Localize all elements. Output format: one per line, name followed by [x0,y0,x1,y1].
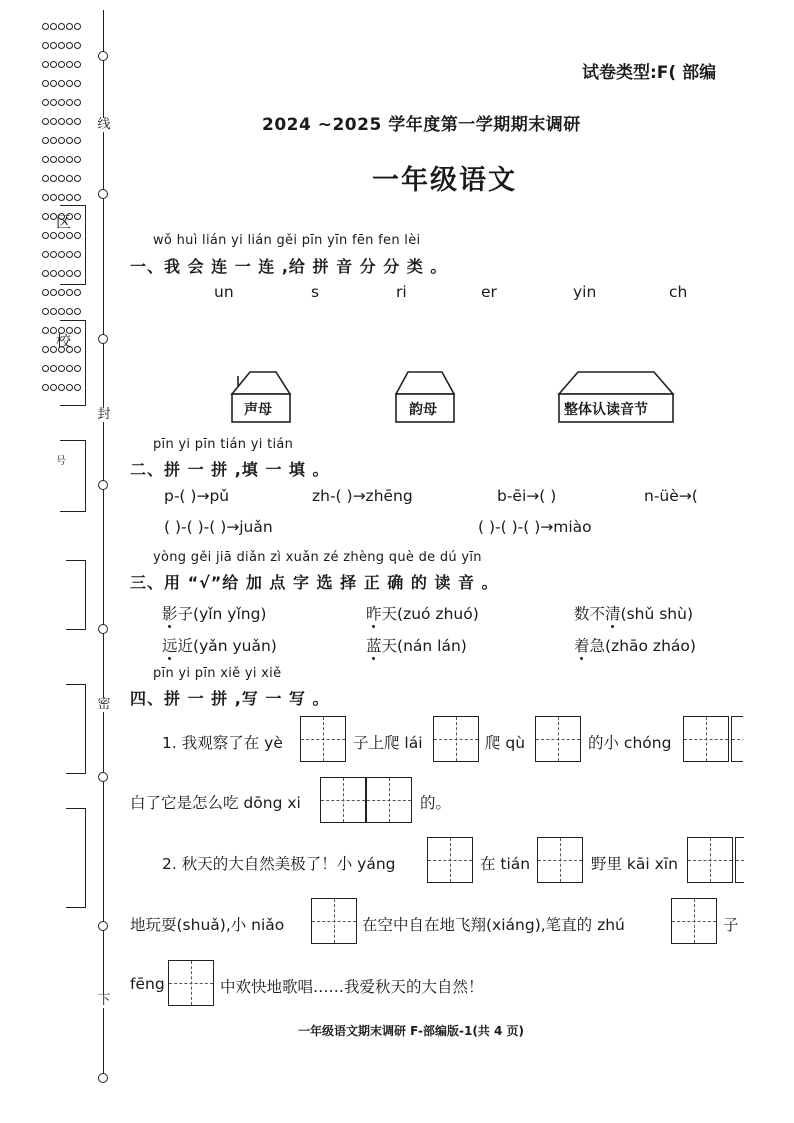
binding-dot [50,23,57,30]
syllable-un[interactable]: un [214,283,234,301]
binding-dot [50,175,57,182]
school-label: 校 [56,332,72,350]
choice-options: 天(zuó zhuó) [381,605,479,623]
binding-dot [50,289,57,296]
spell-item-zheng[interactable]: zh-( )→zhēng [312,487,413,505]
p1-text-e: 白了它是怎么吃 dōng xi [130,794,301,812]
section2-heading: 二、拼 一 拼 ,填 一 填 。 [130,460,330,479]
spell-item-miao[interactable]: ( )-( )-( )→miào [478,518,592,536]
section1-pinyin: wǒ huì lián yi lián gěi pīn yīn fēn fen lèi [153,233,421,248]
marked-char: 远 [162,637,178,655]
writing-box-feng[interactable] [168,960,214,1006]
binding-circle [98,624,108,634]
binding-dot [50,42,57,49]
binding-dot [66,137,73,144]
binding-dot [50,270,57,277]
binding-dot [42,232,49,239]
paper-type-tag: 试卷类型:F( 部编 [582,63,717,83]
binding-dot [66,23,73,30]
binding-dot [66,289,73,296]
writing-box-chong-2[interactable] [731,716,743,762]
spell-item-juan[interactable]: ( )-( )-( )→juǎn [164,518,273,536]
page-footer: 一年级语文期末调研 F-部编版-1(共 4 页) [298,1024,524,1038]
exam-title: 一年级语文 [372,165,517,196]
writing-box-xi[interactable] [366,777,412,823]
binding-char-feng: 封 [95,408,113,422]
p1-text-b: 子上爬 lái [353,734,423,752]
binding-dot [66,194,73,201]
syllable-s[interactable]: s [311,283,320,301]
choice-options: 子(yǐn yǐng) [177,605,267,623]
marked-char: 清 [605,605,621,623]
choice-item-zhaoji[interactable] [574,634,696,656]
binding-dot [42,99,49,106]
binding-dot [58,156,65,163]
binding-dot [42,346,49,353]
binding-dot [42,327,49,334]
binding-dot [42,213,49,220]
binding-dot [50,80,57,87]
writing-box-yang[interactable] [427,837,473,883]
binding-dot [50,365,57,372]
binding-dot [66,80,73,87]
writing-box-chong-1[interactable] [683,716,729,762]
binding-dot [50,61,57,68]
binding-circle [98,772,108,782]
binding-circle [98,334,108,344]
section4-heading: 四、拼 一 拼 ,写 一 写 。 [130,689,330,708]
syllable-er[interactable]: er [481,283,497,301]
binding-circle [98,51,108,61]
binding-dot [74,175,81,182]
binding-dot [58,23,65,30]
binding-dot [74,289,81,296]
binding-dot [50,308,57,315]
marked-char: 昨 [366,605,382,623]
writing-box-xin-clip [735,837,744,883]
binding-dot [74,42,81,49]
writing-box-qu[interactable] [535,716,581,762]
house-yunmu[interactable] [392,368,458,424]
binding-dot [74,137,81,144]
writing-box-zhu[interactable] [671,898,717,944]
binding-circle [98,480,108,490]
spell-item-nue[interactable]: n-üè→( [644,487,698,505]
choice-options: 近(yǎn yuǎn) [177,637,277,655]
binding-dot [58,194,65,201]
writing-box-niao[interactable] [311,898,357,944]
binding-dot [42,251,49,258]
binding-dot [42,365,49,372]
exam-number-field[interactable] [60,440,86,512]
binding-dot [42,156,49,163]
writing-box-ye[interactable] [300,716,346,762]
marked-char: 着 [574,637,590,655]
p2-text-a: 2. 秋天的大自然美极了！小 yáng [162,855,396,873]
binding-dot [74,99,81,106]
marked-char: 蓝 [366,637,382,655]
binding-dot [58,137,65,144]
writing-box-xin[interactable] [735,837,744,883]
exam-subtitle: 2024 ~2025 学年度第一学期期末调研 [262,115,581,135]
p2-text-g: fēng [130,975,165,993]
binding-dot [42,175,49,182]
house-zhengti-label: 整体认读音节 [564,402,648,418]
binding-circle [98,1073,108,1083]
binding-dot [42,270,49,277]
section3-pinyin: yòng gěi jiā diǎn zì xuǎn zé zhèng què de dú yīn [153,550,482,565]
binding-dot [66,175,73,182]
binding-dot [74,308,81,315]
writing-box-chong-2-clip [731,716,743,762]
binding-dot [58,99,65,106]
binding-dot [50,194,57,201]
writing-box-kai[interactable] [687,837,733,883]
seat-field[interactable] [66,808,86,908]
binding-dot [42,289,49,296]
p2-text-c: 野里 kāi xīn [591,855,678,873]
spell-item-pu[interactable]: p-( )→pǔ [164,487,230,505]
binding-dot [66,308,73,315]
binding-dot [58,118,65,125]
section1-heading: 一、我 会 连 一 连 ,给 拼 音 分 分 类 。 [130,257,448,276]
binding-dot [58,80,65,87]
p1-text-a: 1. 我观察了在 yè [162,734,283,752]
binding-dot [58,289,65,296]
section2-pinyin: pīn yi pīn tián yi tián [153,437,294,452]
binding-char-xia: 下 [95,994,113,1008]
p2-text-f: 子 [723,916,739,934]
binding-dot [50,251,57,258]
p2-text-b: 在 tián [480,855,531,873]
binding-dot [42,23,49,30]
choice-options: 急(zhāo zháo) [589,637,696,655]
binding-char-mi: 密 [95,698,113,712]
binding-char-xian: 线 [95,118,113,132]
binding-dot [42,80,49,87]
class-field[interactable] [66,684,86,774]
section4-pinyin: pīn yi pīn xiě yi xiě [153,666,282,681]
choice-prefix: 数不 [574,605,606,623]
binding-dot [58,175,65,182]
binding-dot [50,118,57,125]
choice-item-zuotian[interactable] [366,602,479,624]
binding-dot [42,61,49,68]
marked-char: 影 [162,605,178,623]
choice-options: 天(nán lán) [381,637,467,655]
binding-dot [42,308,49,315]
p1-text-f: 的。 [420,794,452,812]
choice-item-lantian[interactable] [366,634,467,656]
writing-box-lai[interactable] [433,716,479,762]
house-zhengti[interactable] [556,368,676,424]
district-label: 区 [56,213,72,231]
spell-item-bei[interactable]: b-ēi→( ) [497,487,557,505]
name-field[interactable] [66,560,86,630]
syllable-ri[interactable]: ri [396,283,407,301]
house-yunmu-label: 韵母 [409,402,437,418]
p2-text-h: 中欢快地歌唱……我爱秋天的大自然！ [220,978,484,996]
binding-dot [58,42,65,49]
binding-dot [42,118,49,125]
binding-dot [74,61,81,68]
binding-dot [50,99,57,106]
p2-text-d: 地玩耍(shuǎ),小 niǎo [130,916,285,934]
syllable-ch[interactable]: ch [669,283,688,301]
choice-item-shubuqing[interactable] [574,602,693,624]
binding-dot [66,99,73,106]
binding-dot [74,194,81,201]
binding-dot [66,118,73,125]
choice-options: (shǔ shù) [620,605,693,623]
binding-dot [42,42,49,49]
binding-line [103,10,104,1080]
binding-dot [42,384,49,391]
house-shengmu[interactable] [228,368,294,424]
binding-dot [58,308,65,315]
p1-text-d: 的小 chóng [588,734,672,752]
binding-circle [98,189,108,199]
section3-heading: 三、用 “√”给 加 点 字 选 择 正 确 的 读 音 。 [130,573,499,592]
binding-dot [66,42,73,49]
binding-circle [98,921,108,931]
binding-dot [66,61,73,68]
writing-box-tian[interactable] [537,837,583,883]
binding-dot [50,384,57,391]
binding-dot [66,156,73,163]
house-shengmu-label: 声母 [244,402,272,418]
binding-dot [42,194,49,201]
binding-dot [74,80,81,87]
exam-number-label: 号 [56,456,66,467]
choice-item-yingzi[interactable] [162,602,266,624]
choice-item-yuanjin[interactable] [162,634,277,656]
binding-dot [50,156,57,163]
binding-dot [74,156,81,163]
syllable-yin[interactable]: yin [573,283,597,301]
binding-dot [50,232,57,239]
binding-dot [74,118,81,125]
p2-text-e: 在空中自在地飞翔(xiáng),笔直的 zhú [362,916,625,934]
writing-box-dong[interactable] [320,777,366,823]
p1-text-c: 爬 qù [485,734,526,752]
binding-dot [50,137,57,144]
binding-dot [58,61,65,68]
binding-dot [42,137,49,144]
binding-dot [74,23,81,30]
